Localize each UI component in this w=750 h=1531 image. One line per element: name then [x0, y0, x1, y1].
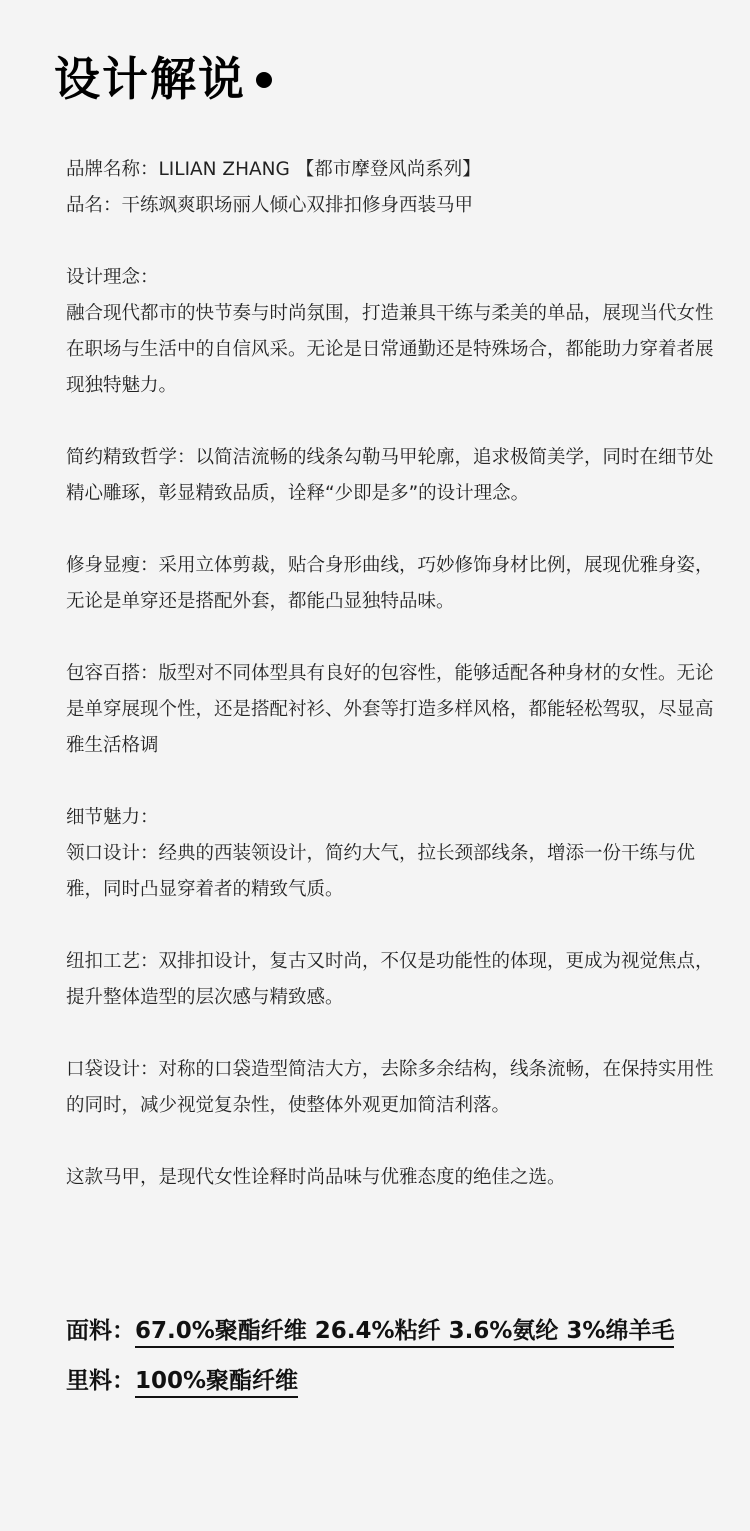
paragraph-minimalism: 简约精致哲学：以简洁流畅的线条勾勒马甲轮廓，追求极简美学，同时在细节处精心雕琢，彰显精致品质，诠释“少即是多”的设计理念。 — [66, 447, 714, 504]
paragraph-pockets: 口袋设计：对称的口袋造型简洁大方，去除多余结构，线条流畅，在保持实用性的同时，减少视觉复杂性，使整体外观更加简洁利落。 — [66, 1059, 714, 1116]
lining-fabric-value: 100%聚酯纤维 — [135, 1368, 298, 1398]
fabric-info — [66, 1306, 736, 1406]
page-title — [54, 44, 272, 114]
shell-fabric-value: 67.0%聚酯纤维 26.4%粘纤 3.6%氨纶 3%绵羊毛 — [135, 1318, 674, 1348]
shell-fabric-label: 面料： — [66, 1318, 135, 1344]
paragraph-conclusion: 这款马甲，是现代女性诠释时尚品味与优雅态度的绝佳之选。 — [66, 1167, 566, 1188]
description-body — [66, 152, 726, 1232]
paragraph-versatile: 包容百搭：版型对不同体型具有良好的包容性，能够适配各种身材的女性。无论是单穿展现个性，还是搭配衬衫、外套等打造多样风格，都能轻松驾驭，尽显高雅生活格调 — [66, 663, 714, 756]
paragraph-design-concept: 设计理念： 融合现代都市的快节奏与时尚氛围，打造兼具干练与柔美的单品，展现当代女性在职场与生活中的自信风采。无论是日常通勤还是特殊场合，都能助力穿着者展现独特魅力。 — [66, 267, 714, 396]
shell-fabric-row — [66, 1306, 736, 1356]
paragraph-buttons: 纽扣工艺：双排扣设计，复古又时尚，不仅是功能性的体现，更成为视觉焦点，提升整体造型的层次感与精致感。 — [66, 951, 714, 1008]
lining-fabric-row — [66, 1356, 736, 1406]
paragraph-brand: 品牌名称：LILIAN ZHANG 【都市摩登风尚系列】 品名：干练飒爽职场丽人倾心双排扣修身西装马甲 — [66, 159, 481, 216]
paragraph-slim-fit: 修身显瘦：采用立体剪裁，贴合身形曲线，巧妙修饰身材比例，展现优雅身姿，无论是单穿还是搭配外套，都能凸显独特品味。 — [66, 555, 714, 612]
paragraph-collar-detail: 细节魅力： 领口设计：经典的西装领设计，简约大气，拉长颈部线条，增添一份干练与优雅，同时凸显穿着者的精致气质。 — [66, 807, 696, 900]
lining-fabric-label: 里料： — [66, 1368, 135, 1394]
page-title-text: 设计解说 — [54, 52, 246, 106]
title-dot-icon — [256, 72, 272, 88]
